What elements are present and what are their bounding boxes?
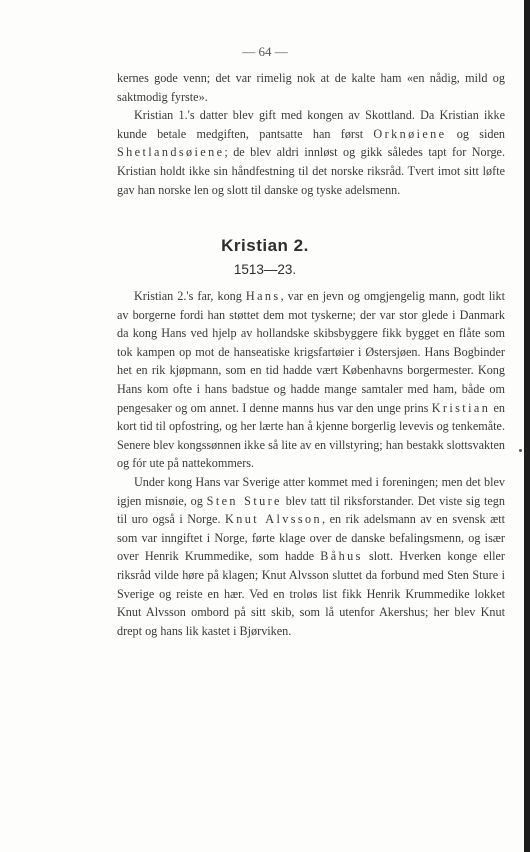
paragraph-text: en kort tid til opfostring, og her lærte han å kjenne borgerlig levevis og tenkemåte. Senere blev kongssønnen ikke så lite av en villstyring; han bestakk slottsvakten og fór ute på nattekommers. [117, 400, 505, 471]
paragraph-text: Kristian 1.'s datter blev gift med kongen av Skottland. Da Kristian ikke kunde betale medgiften, pantsatte han først [117, 108, 505, 141]
spaced-name: Shetlandsøiene [117, 145, 225, 160]
paragraph-text: , var en jevn og omgjengelig mann, godt likt av borgerne fordi han støttet dem mot tyskerne; der var stor glede i Danmark da kong Hans ved hjelp av hollandske skibsbyggere fikk bygget en flåte som tok kampen op mot de hanseatiske krigsfartøier i Østersjøen. Hans Bogbinder het en rik kjøpmann, som en tid hadde vært Københavns borgermester. Kong Hans kom ofte i hans badstue og hadde mange samtaler med ham, både om pengesaker og om annet. I denne manns hus var den unge prins [117, 289, 505, 415]
paragraph-text: og siden [446, 126, 505, 141]
spaced-name: Hans [245, 289, 281, 303]
paragraph-text: blev tatt til riksforstander. Det viste sig tegn til uro også i Norge. [117, 493, 505, 527]
spaced-name: Orknøiene [373, 126, 447, 141]
paragraph-text: Under kong Hans var Sverige atter kommet med i foreningen; men det blev igjen misnøie, og [117, 474, 505, 508]
paragraph-text: kernes gode venn; det var rimelig nok at de kalte ham «en nådig, mild og saktmodig fyrste». [117, 71, 505, 104]
spaced-name: Båhus [320, 549, 363, 564]
scan-speck [519, 449, 522, 452]
paragraph-text: Kristian 2.'s far, kong [134, 289, 246, 303]
text-block-intro [117, 69, 505, 199]
paragraph [117, 473, 505, 640]
paragraph [117, 69, 505, 106]
paragraph [117, 287, 505, 473]
paragraph [117, 106, 505, 199]
page-number: — 64 — [242, 44, 288, 59]
spaced-name: Sten Sture [206, 493, 282, 508]
paragraph-text: slott. Hverken konge eller riksråd vilde høre på klagen; Knut Alvsson sluttet da forbund med Sten Sture i Sverige og reiste en hær. Ved en troløs list fikk Henrik Krummedike lokket Knut Alvsson ombord på sitt skib, som lå utenfor Akershus; her blev Knut drept og hans lik kastet i Bjørviken. [117, 549, 505, 638]
chapter-title: Kristian 2. [221, 236, 309, 255]
chapter-years: 1513—23. [233, 262, 297, 277]
spaced-name: Knut Alvsson [225, 512, 323, 527]
page-edge-shadow [524, 0, 530, 852]
paragraph-text: ; de blev aldri innløst og gikk således tapt for Norge. Kristian holdt ikke sin håndfestning til det norske riksråd. Tvert imot sitt løfte gav han norske len og slott til danske og tyske adelsmenn. [117, 145, 505, 197]
text-block-chapter [117, 287, 505, 640]
spaced-name: Kristian [431, 400, 491, 415]
paragraph-text: , en rik adelsmann av en svensk ætt som var inngiftet i Norge, førte klage over de danske befalingsmenn, og især over Henrik Krummedike, som hadde [117, 512, 505, 564]
